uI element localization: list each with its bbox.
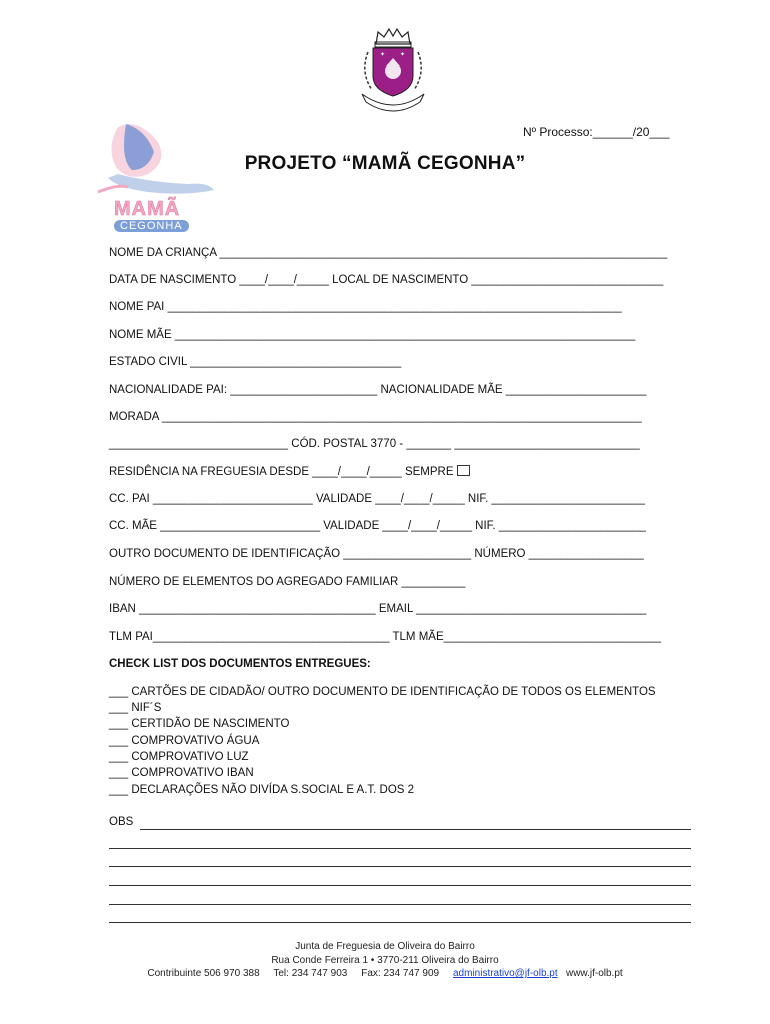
- field-estado-civil[interactable]: ESTADO CIVIL _________________________________: [109, 356, 402, 368]
- checklist-item[interactable]: ___ COMPROVATIVO ÁGUA: [109, 735, 260, 747]
- checklist-heading: CHECK LIST DOS DOCUMENTOS ENTREGUES:: [109, 658, 371, 670]
- field-telemoveis[interactable]: TLM PAI_____________________________________ TLM MÃE__________________________________: [109, 631, 662, 643]
- checklist-item[interactable]: ___ COMPROVATIVO LUZ: [109, 751, 249, 763]
- obs-line[interactable]: [109, 866, 691, 867]
- obs-line[interactable]: [109, 922, 691, 923]
- svg-text:✦: ✦: [380, 52, 386, 58]
- residencia-label: RESIDÊNCIA NA FREGUESIA DESDE ____/____/_____ SEMPRE: [109, 466, 454, 478]
- checklist-item[interactable]: ___ NIF´S: [109, 702, 162, 714]
- field-cc-mae[interactable]: CC. MÃE _________________________ VALIDADE ____/____/_____ NIF. _______________________: [109, 520, 646, 532]
- obs-line[interactable]: [109, 848, 691, 849]
- footer-address: Rua Conde Ferreira 1 • 3770-211 Oliveira do Bairro: [271, 955, 499, 966]
- obs-first-line[interactable]: [140, 829, 691, 830]
- field-nome-crianca[interactable]: NOME DA CRIANÇA ______________________________________________________________________: [109, 247, 668, 259]
- obs-line[interactable]: [109, 885, 691, 886]
- mama-cegonha-logo: [88, 112, 218, 240]
- field-residencia[interactable]: [109, 465, 470, 478]
- obs-line[interactable]: [109, 904, 691, 905]
- checklist-item[interactable]: ___ CERTIDÃO DE NASCIMENTO: [109, 718, 290, 730]
- field-agregado-familiar[interactable]: NÚMERO DE ELEMENTOS DO AGREGADO FAMILIAR __________: [109, 576, 466, 588]
- sempre-checkbox[interactable]: [457, 465, 470, 476]
- process-number: Nº Processo:______/20___: [523, 125, 670, 139]
- logo-title: MAMÃ: [114, 198, 181, 220]
- field-nome-pai[interactable]: NOME PAI _______________________________________________________________________: [109, 301, 622, 313]
- field-data-nascimento[interactable]: DATA DE NASCIMENTO ____/____/_____ LOCAL DE NASCIMENTO ______________________________: [109, 274, 664, 286]
- obs-label: OBS: [109, 816, 134, 828]
- coat-of-arms-logo: [348, 24, 438, 116]
- footer-email-link[interactable]: administrativo@jf-olb.pt: [452, 968, 558, 979]
- field-codigo-postal[interactable]: ____________________________ CÓD. POSTAL 3770 - _______ _____________________________: [109, 438, 640, 450]
- footer-org: Junta de Freguesia de Oliveira do Bairro: [295, 941, 475, 952]
- footer-contribuinte: Contribuinte 506 970 388: [147, 968, 260, 979]
- field-outro-documento[interactable]: OUTRO DOCUMENTO DE IDENTIFICAÇÃO ____________________ NÚMERO __________________: [109, 548, 644, 560]
- field-morada[interactable]: MORADA ___________________________________________________________________________: [109, 411, 642, 423]
- footer-contacts: [0, 968, 770, 979]
- page-title: PROJETO “MAMÃ CEGONHA”: [244, 153, 526, 174]
- checklist-item[interactable]: ___ COMPROVATIVO IBAN: [109, 767, 254, 779]
- footer-fax: Fax: 234 747 909: [361, 968, 440, 979]
- checklist-item[interactable]: ___ DECLARAÇÕES NÃO DIVÍDA S.SOCIAL E A.T. DOS 2: [109, 784, 415, 796]
- logo-subtitle: CEGONHA: [114, 220, 189, 232]
- footer-website[interactable]: www.jf-olb.pt: [565, 968, 623, 979]
- field-iban-email[interactable]: IBAN _____________________________________ EMAIL ____________________________________: [109, 603, 647, 615]
- svg-text:✦: ✦: [400, 52, 406, 58]
- field-nacionalidade[interactable]: NACIONALIDADE PAI: _______________________ NACIONALIDADE MÃE ______________________: [109, 384, 647, 396]
- field-nome-mae[interactable]: NOME MÃE ________________________________________________________________________: [109, 329, 636, 341]
- footer-tel: Tel: 234 747 903: [273, 968, 348, 979]
- field-cc-pai[interactable]: CC. PAI _________________________ VALIDADE ____/____/_____ NIF. ________________________: [109, 493, 646, 505]
- checklist-item[interactable]: ___ CARTÕES DE CIDADÃO/ OUTRO DOCUMENTO DE IDENTIFICAÇÃO DE TODOS OS ELEMENTOS: [109, 686, 656, 698]
